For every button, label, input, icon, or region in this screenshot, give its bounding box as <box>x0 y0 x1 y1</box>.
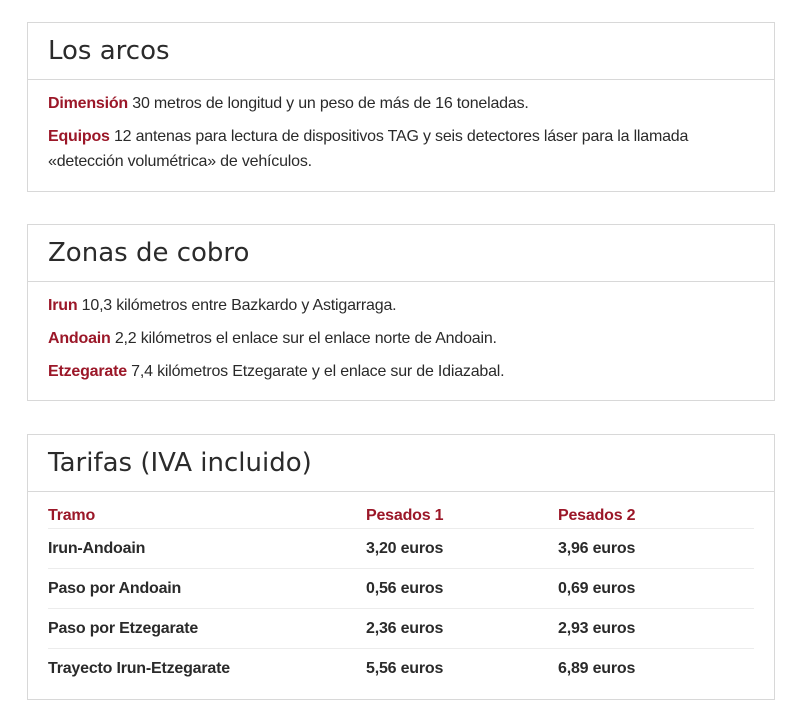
arcos-item-equipos <box>28 124 774 174</box>
zonas-box <box>27 224 775 401</box>
zonas-item-andoain <box>28 326 774 351</box>
zonas-item-etzegarate <box>28 359 774 384</box>
arcos-item-key: Dimensión <box>48 95 128 112</box>
zonas-title: Zonas de cobro <box>28 225 774 282</box>
zonas-item-text: 10,3 kilómetros entre Bazkardo y Astigarraga. <box>77 297 397 314</box>
arcos-item-text: 12 antenas para lectura de dispositivos TAG y seis detectores láser para la llamada «detección volumétrica» de vehículos. <box>48 128 689 170</box>
arcos-item-text: 30 metros de longitud y un peso de más de 16 toneladas. <box>128 95 529 112</box>
cell-pesados-1: 5,56 euros <box>366 659 444 677</box>
cell-pesados-1: 3,20 euros <box>366 529 558 569</box>
zonas-item-text: 7,4 kilómetros Etzegarate y el enlace sur de Idiazabal. <box>126 363 505 380</box>
arcos-list <box>28 80 774 174</box>
cell-pesados-2: 6,89 euros <box>558 659 636 677</box>
cell-pesados-1: 2,36 euros <box>366 609 558 649</box>
header-tramo: Tramo <box>48 504 366 529</box>
cell-tramo: Paso por Etzegarate <box>48 609 366 649</box>
table-row <box>48 609 754 649</box>
arcos-item-dimension <box>28 91 774 116</box>
header-pesados-2: Pesados 2 <box>558 504 754 529</box>
zonas-item-text: 2,2 kilómetros el enlace sur el enlace norte de Andoain. <box>110 330 497 347</box>
cell-tramo: Irun-Andoain <box>48 529 366 569</box>
header-pesados-1: Pesados 1 <box>366 504 558 529</box>
cell-tramo: Trayecto Irun-Etzegarate <box>48 659 230 677</box>
tarifas-title: Tarifas (IVA incluido) <box>28 435 774 492</box>
tarifas-box <box>27 434 775 700</box>
table-row <box>48 569 754 609</box>
cell-pesados-2: 3,96 euros <box>558 529 754 569</box>
table-header-row <box>48 504 754 529</box>
arcos-title: Los arcos <box>28 23 774 80</box>
tarifas-table <box>48 504 754 688</box>
table-row <box>48 649 754 689</box>
zonas-list <box>28 282 774 384</box>
arcos-item-key: Equipos <box>48 128 110 145</box>
cell-pesados-2: 2,93 euros <box>558 609 754 649</box>
arcos-box <box>27 22 775 192</box>
table-row <box>48 529 754 569</box>
zonas-item-key: Irun <box>48 297 78 314</box>
zonas-item-key: Andoain <box>48 330 111 347</box>
cell-pesados-1: 0,56 euros <box>366 569 558 609</box>
cell-tramo: Paso por Andoain <box>48 569 366 609</box>
zonas-item-key: Etzegarate <box>48 363 127 380</box>
cell-pesados-2: 0,69 euros <box>558 569 754 609</box>
zonas-item-irun <box>28 293 774 318</box>
